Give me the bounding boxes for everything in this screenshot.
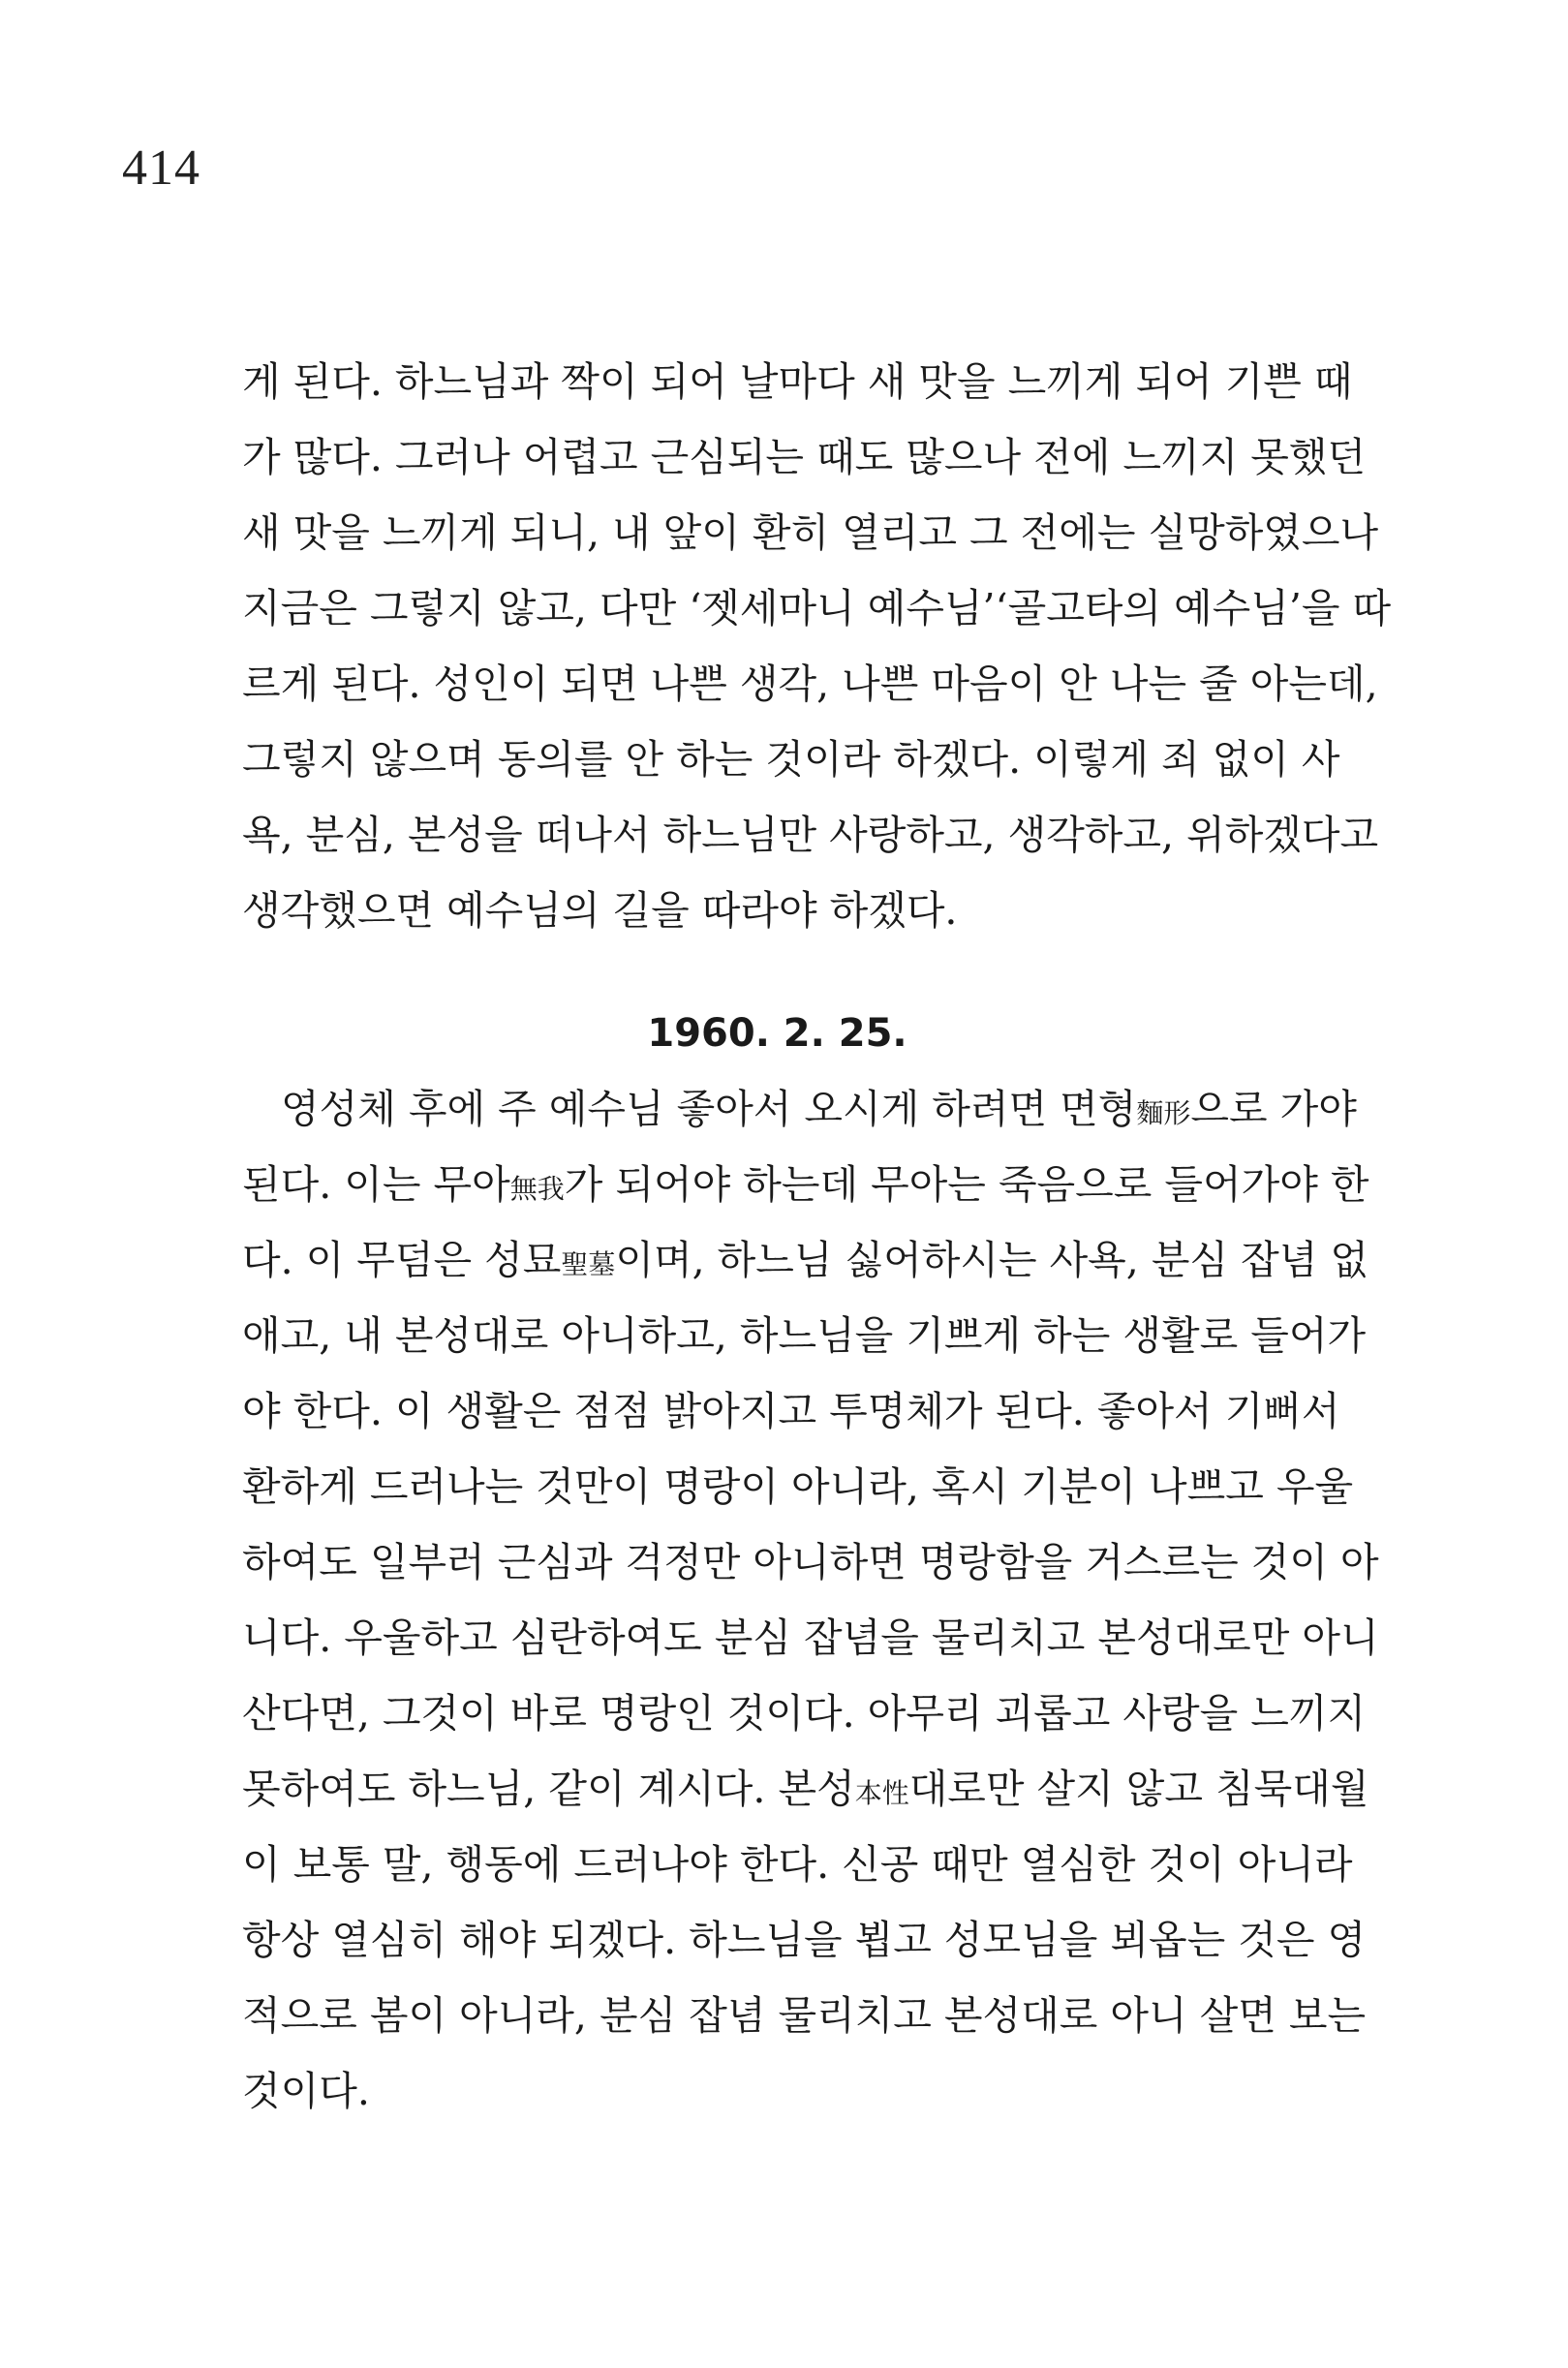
text-segment: 대로만 살지 않고 침묵대월 [908, 1766, 1369, 1812]
text-line [242, 1147, 1369, 1222]
text-line: 지금은 그렇지 않고, 다만 ‘젯세마니 예수님’‘골고타의 예수님’을 따 [242, 585, 1392, 631]
text-segment: 영성체 후에 주 예수님 좋아서 오시게 하려면 면형 [281, 1086, 1137, 1132]
text-line: 욕, 분심, 본성을 떠나서 하느님만 사랑하고, 생각하고, 위하겠다고 [242, 812, 1379, 858]
text-line: 적으로 봄이 아니라, 분심 잡념 물리치고 본성대로 아니 살면 보는 [242, 1992, 1367, 2039]
hanja-annotation: 聖墓 [561, 1248, 616, 1280]
page-number: 414 [122, 140, 200, 196]
text-segment: 이며, 하느님 싫어하시는 사욕, 분심 잡념 없 [615, 1237, 1368, 1283]
text-line: 게 된다. 하느님과 짝이 되어 날마다 새 맛을 느끼게 되어 기쁜 때 [242, 358, 1353, 405]
text-line: 새 맛을 느끼게 되니, 내 앞이 환히 열리고 그 전에는 실망하였으나 [242, 509, 1379, 556]
text-line: 산다면, 그것이 바로 명랑인 것이다. 아무리 괴롭고 사랑을 느끼지 [242, 1690, 1367, 1737]
text-line: 애고, 내 본성대로 아니하고, 하느님을 기쁘게 하는 생활로 들어가 [242, 1312, 1367, 1359]
text-segment: 가 되어야 하는데 무아는 죽음으로 들어가야 한 [564, 1161, 1369, 1208]
text-line: 르게 된다. 성인이 되면 나쁜 생각, 나쁜 마음이 안 나는 줄 아는데, [242, 661, 1378, 707]
text-line: 이 보통 말, 행동에 드러나야 한다. 신공 때만 열심한 것이 아니라 [242, 1841, 1353, 1888]
hanja-annotation: 本性 [854, 1777, 909, 1809]
text-line: 것이다. [242, 2068, 370, 2114]
paragraph-diary-continuation [242, 344, 1392, 948]
text-line: 가 많다. 그러나 어렵고 근심되는 때도 많으나 전에 느끼지 못했던 [242, 434, 1367, 480]
paragraph-diary-entry [242, 1071, 1379, 2129]
text-line [242, 1222, 1368, 1298]
hanja-annotation: 無我 [509, 1173, 565, 1205]
text-line: 하여도 일부러 근심과 걱정만 아니하면 명랑함을 거스르는 것이 아 [242, 1539, 1379, 1585]
text-segment: 다. 이 무덤은 성묘 [242, 1237, 562, 1283]
entry-date-heading: 1960. 2. 25. [647, 1011, 907, 1056]
text-line: 야 한다. 이 생활은 점점 밝아지고 투명체가 된다. 좋아서 기뻐서 [242, 1388, 1340, 1434]
text-line: 그렇지 않으며 동의를 안 하는 것이라 하겠다. 이렇게 죄 없이 사 [242, 736, 1340, 783]
text-line: 니다. 우울하고 심란하여도 분심 잡념을 물리치고 본성대로만 아니 [242, 1615, 1379, 1661]
text-line [242, 1071, 1357, 1147]
hanja-annotation: 麵形 [1136, 1097, 1191, 1129]
text-line [242, 1751, 1369, 1827]
text-line: 환하게 드러나는 것만이 명랑이 아니라, 혹시 기분이 나쁘고 우울 [242, 1463, 1354, 1510]
text-segment: 된다. 이는 무아 [242, 1161, 510, 1208]
text-line: 항상 열심히 해야 되겠다. 하느님을 뵙고 성모님을 뵈옵는 것은 영 [242, 1917, 1367, 1963]
text-segment: 으로 가야 [1190, 1086, 1357, 1132]
text-segment: 못하여도 하느님, 같이 계시다. 본성 [242, 1766, 855, 1812]
text-line: 생각했으면 예수님의 길을 따라야 하겠다. [242, 887, 958, 934]
